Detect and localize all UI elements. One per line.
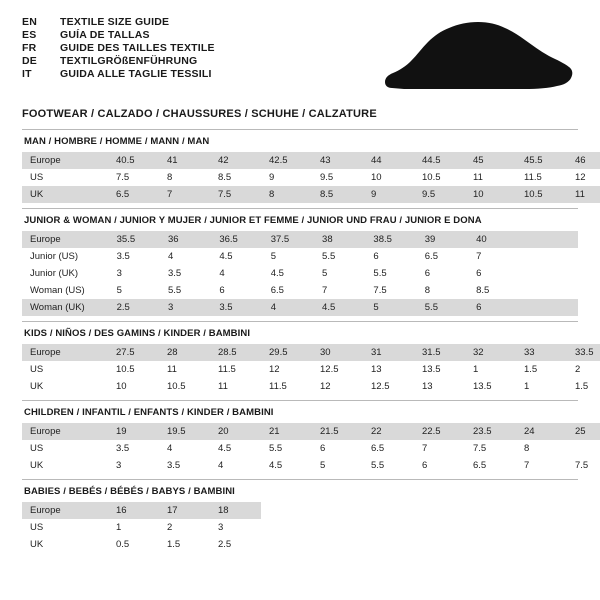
section-babies (22, 479, 578, 553)
cell: 8.5 (218, 172, 232, 183)
cell: 11.5 (524, 172, 542, 183)
cell: 9 (269, 172, 275, 183)
cell: 19.5 (159, 423, 210, 440)
language-code: FR (22, 42, 37, 54)
cell: 11.5 (218, 364, 236, 375)
row-label: UK (30, 539, 44, 550)
cell: 7 (524, 460, 530, 471)
cell: 40.5 (108, 152, 159, 169)
table-row (22, 282, 578, 299)
cell: 46 (567, 152, 600, 169)
row-label: Woman (UK) (22, 299, 109, 316)
row-label: Junior (UK) (30, 268, 79, 279)
cell: 5.5 (371, 460, 385, 471)
row-label: Europe (22, 152, 108, 169)
cell: 45 (465, 152, 516, 169)
cell: 6 (422, 460, 428, 471)
cell: 5.5 (269, 443, 283, 454)
cell: 24 (516, 423, 567, 440)
cell: 43 (312, 152, 363, 169)
language-code: IT (22, 68, 32, 80)
cell: 1 (473, 364, 479, 375)
row-label: Europe (22, 344, 108, 361)
language-title: GUIDE DES TAILLES TEXTILE (60, 42, 215, 54)
language-row (22, 42, 215, 54)
cell: 40 (468, 231, 519, 248)
cell: 1 (116, 522, 122, 533)
cell: 4.5 (219, 251, 233, 262)
cell: 4.5 (270, 268, 284, 279)
cell: 3.5 (211, 299, 262, 316)
table-row (22, 299, 578, 316)
cell: 11 (167, 364, 177, 375)
cell: 7.5 (210, 186, 261, 203)
table-row (22, 536, 600, 553)
table-row (22, 519, 600, 536)
cell: 18 (210, 502, 261, 519)
cell: 8 (167, 172, 173, 183)
cell: 5 (116, 285, 122, 296)
cell: 8.5 (312, 186, 363, 203)
cell: 4 (218, 460, 224, 471)
section-title: JUNIOR & WOMAN / JUNIOR Y MUJER / JUNIOR ET FEMME / JUNIOR UND FRAU / JUNIOR E DONA (22, 208, 578, 231)
section-kids (22, 321, 594, 395)
cell: 6.5 (108, 186, 159, 203)
cell: 19 (108, 423, 159, 440)
section-children (22, 400, 589, 474)
cell: 8 (261, 186, 312, 203)
cell: 5 (322, 268, 328, 279)
cell: 22 (363, 423, 414, 440)
cell: 11 (473, 172, 483, 183)
cell: 11.5 (269, 381, 287, 392)
cell: 28.5 (210, 344, 261, 361)
cell: 10.5 (167, 381, 186, 392)
cell: 4.5 (218, 443, 232, 454)
size-table-children (22, 423, 600, 474)
cell: 25 (567, 423, 600, 440)
row-label: Europe (22, 231, 109, 248)
section-junior-woman (22, 208, 578, 316)
language-code: ES (22, 29, 37, 41)
cell: 10.5 (422, 172, 441, 183)
language-row (22, 55, 215, 67)
language-title: TEXTILE SIZE GUIDE (60, 16, 170, 28)
table-row (22, 440, 600, 457)
table-row (22, 231, 578, 248)
cell: 4 (219, 268, 225, 279)
cell: 12 (269, 364, 280, 375)
cell: 33 (516, 344, 567, 361)
cell: 13 (371, 364, 382, 375)
cell: 3 (116, 460, 122, 471)
cell: 0.5 (116, 539, 130, 550)
cell: 42.5 (261, 152, 312, 169)
row-label: Europe (22, 502, 108, 519)
cell: 13.5 (422, 364, 441, 375)
cell: 17 (159, 502, 210, 519)
cell: 33.5 (567, 344, 600, 361)
cell: 8 (524, 443, 530, 454)
cell: 5 (270, 251, 276, 262)
row-label: US (30, 522, 44, 533)
cell: 12 (320, 381, 331, 392)
cell: 13 (422, 381, 433, 392)
language-code: EN (22, 16, 37, 28)
cell: 7 (159, 186, 210, 203)
cell: 41 (159, 152, 210, 169)
cell: 6 (476, 268, 482, 279)
cell: 12.5 (320, 364, 339, 375)
cell: 8.5 (476, 285, 490, 296)
cell: 38 (314, 231, 365, 248)
cell: 3 (116, 268, 122, 279)
cell: 5.5 (373, 268, 387, 279)
cell: 4 (167, 251, 174, 262)
cell: 36 (160, 231, 211, 248)
cell: 44.5 (414, 152, 465, 169)
cell: 10 (371, 172, 382, 183)
cell: 23.5 (465, 423, 516, 440)
cell: 5 (320, 460, 326, 471)
cell: 3.5 (167, 268, 182, 279)
cell: 3 (218, 522, 224, 533)
cell: 9.5 (320, 172, 334, 183)
language-row (22, 68, 215, 80)
cell: 6.5 (473, 460, 487, 471)
table-row (22, 423, 600, 440)
cell: 7.5 (116, 172, 130, 183)
cell: 1.5 (524, 364, 538, 375)
cell: 7 (476, 251, 482, 262)
cell: 10.5 (516, 186, 567, 203)
cell: 30 (312, 344, 363, 361)
cell: 5.5 (417, 299, 468, 316)
row-label: US (30, 443, 44, 454)
cell: 27.5 (108, 344, 159, 361)
section-title: KIDS / NIÑOS / DES GAMINS / KINDER / BAMBINI (22, 321, 578, 344)
section-title: BABIES / BEBÉS / BÉBÉS / BABYS / BAMBINI (22, 479, 578, 502)
cell: 22.5 (414, 423, 465, 440)
size-table-junior-woman (22, 231, 578, 316)
table-row (22, 265, 578, 282)
cell: 38.5 (365, 231, 416, 248)
cell: 6 (373, 251, 379, 262)
table-row (22, 248, 578, 265)
cell: 3.5 (116, 251, 130, 262)
size-table-kids (22, 344, 600, 395)
table-row (22, 169, 600, 186)
cell (567, 440, 600, 457)
table-row (22, 457, 600, 474)
cell: 10.5 (116, 364, 135, 375)
cell: 6.5 (424, 251, 438, 262)
table-row (22, 344, 600, 361)
cell: 7.5 (473, 443, 487, 454)
table-row (22, 152, 600, 169)
cell: 1 (524, 381, 530, 392)
section-title: CHILDREN / INFANTIL / ENFANTS / KINDER / BAMBINI (22, 400, 578, 423)
language-title: GUIDA ALLE TAGLIE TESSILI (60, 68, 212, 80)
language-title: GUÍA DE TALLAS (60, 29, 150, 41)
cell: 6 (320, 443, 326, 454)
cell: 6 (219, 285, 225, 296)
cell: 3 (160, 299, 211, 316)
cell: 11 (218, 381, 228, 392)
row-label: UK (30, 460, 44, 471)
cell: 9 (363, 186, 414, 203)
cell: 4 (263, 299, 314, 316)
cell: 12.5 (371, 381, 390, 392)
cell: 42 (210, 152, 261, 169)
size-table-babies (22, 502, 600, 553)
table-row (22, 502, 600, 519)
cell: 36.5 (211, 231, 262, 248)
cell: 8 (424, 285, 431, 296)
cell: 2.5 (218, 539, 232, 550)
cell: 6.5 (371, 443, 385, 454)
language-row (22, 16, 215, 28)
cell: 13.5 (473, 381, 492, 392)
cell: 1.5 (167, 539, 181, 550)
language-list (22, 16, 215, 80)
cell: 5.5 (167, 285, 182, 296)
section-man (22, 129, 586, 203)
cell: 31.5 (414, 344, 465, 361)
cell: 10 (465, 186, 516, 203)
language-code: DE (22, 55, 37, 67)
section-title: MAN / HOMBRE / HOMME / MANN / MAN (22, 129, 578, 152)
row-label: US (30, 364, 44, 375)
cell: 35.5 (109, 231, 160, 248)
row-label: Junior (US) (30, 251, 79, 262)
cell: 2 (575, 364, 581, 375)
cell: 44 (363, 152, 414, 169)
cell: 5 (365, 299, 416, 316)
dress-shoe-silhouette-icon (384, 16, 574, 94)
cell: 32 (465, 344, 516, 361)
cell: 12 (575, 172, 586, 183)
cell: 2.5 (109, 299, 160, 316)
cell: 7.5 (373, 285, 387, 296)
cell: 45.5 (516, 152, 567, 169)
cell: 31 (363, 344, 414, 361)
cell: 7 (422, 443, 428, 454)
cell: 7 (322, 285, 328, 296)
cell: 9.5 (414, 186, 465, 203)
table-row (22, 361, 600, 378)
cell: 21.5 (312, 423, 363, 440)
cell: 20 (210, 423, 261, 440)
cell: 3.5 (116, 443, 130, 454)
cell: 5.5 (322, 251, 336, 262)
language-title: TEXTILGRÖßENFÜHRUNG (60, 55, 198, 67)
cell: 39 (417, 231, 468, 248)
cell: 21 (261, 423, 312, 440)
cell: 37.5 (263, 231, 314, 248)
cell: 4.5 (314, 299, 365, 316)
cell: 4.5 (269, 460, 283, 471)
cell: 16 (108, 502, 159, 519)
row-label: UK (30, 381, 44, 392)
cell: 2 (167, 522, 173, 533)
table-row (22, 186, 600, 203)
cell: 7.5 (575, 460, 589, 471)
page-title: FOOTWEAR / CALZADO / CHAUSSURES / SCHUHE / CALZATURE (22, 108, 377, 120)
page-header (22, 16, 578, 94)
cell: 6.5 (270, 285, 284, 296)
cell: 10 (116, 381, 127, 392)
cell: 6 (424, 268, 431, 279)
row-label: Woman (US) (30, 285, 85, 296)
cell: 1.5 (575, 381, 589, 392)
cell: 29.5 (261, 344, 312, 361)
cell: 6 (468, 299, 519, 316)
size-table-man (22, 152, 600, 203)
cell: 28 (159, 344, 210, 361)
row-label: US (30, 172, 44, 183)
table-row (22, 378, 600, 395)
row-label: UK (22, 186, 108, 203)
row-label: Europe (22, 423, 108, 440)
language-row (22, 29, 215, 41)
cell: 3.5 (167, 460, 181, 471)
cell: 4 (167, 443, 173, 454)
cell: 11 (567, 186, 600, 203)
